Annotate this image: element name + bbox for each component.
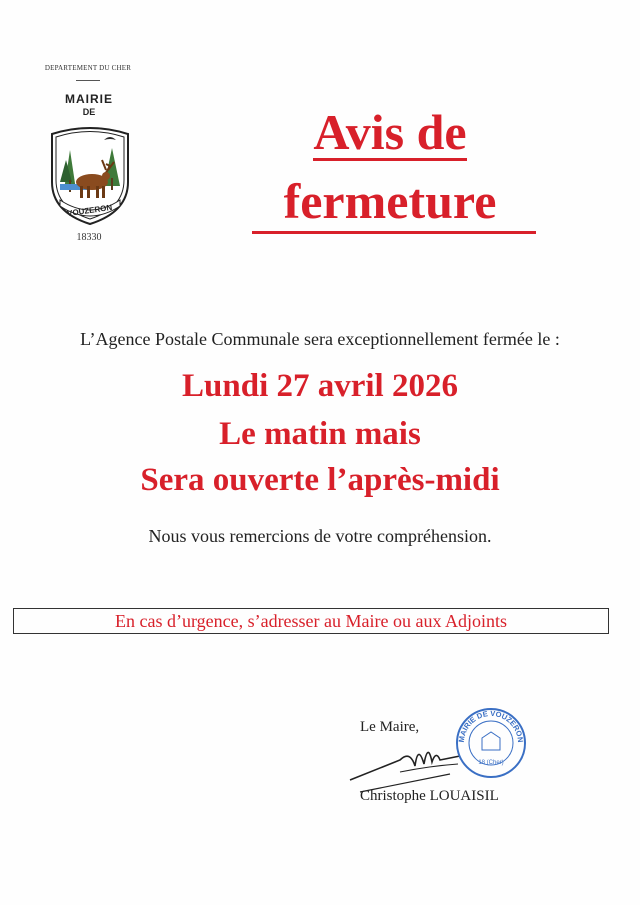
title-underline [252,231,536,234]
closure-period: Le matin mais [219,416,421,452]
mairie-label: MAIRIE [65,92,113,106]
stamp-text: MAIRIE DE VOUZERON [456,708,526,743]
urgent-text: En cas d’urgence, s’adresser au Maire ou aux Adjoints [114,611,508,631]
intro-text: L’Agence Postale Communale sera exceptionnellement fermée le : [80,329,560,349]
closure-date: Lundi 27 avril 2026 [182,368,458,404]
de-label: DE [82,107,96,117]
mairie-stamp-icon [454,706,528,780]
department-label: DEPARTEMENT DU CHER [44,64,132,72]
thanks-text: Nous vous remercions de votre compréhension. [148,526,492,546]
postcode: 18330 [76,232,102,243]
title-line-1: Avis de [313,104,467,160]
svg-text:MAIRIE DE VOUZERON [457,709,525,743]
town-crest-icon [46,120,134,226]
header-divider [76,80,100,81]
signer-role: Le Maire, [360,719,420,735]
title-line-2: fermeture [283,173,497,229]
crest-commune-label: VOUZERON [66,202,113,219]
opening-note: Sera ouverte l’après-midi [140,462,500,498]
notice-title [240,100,540,233]
stamp-subtext: 18 (Cher) [478,760,504,766]
signer-name: Christophe LOUAISIL [360,788,499,804]
